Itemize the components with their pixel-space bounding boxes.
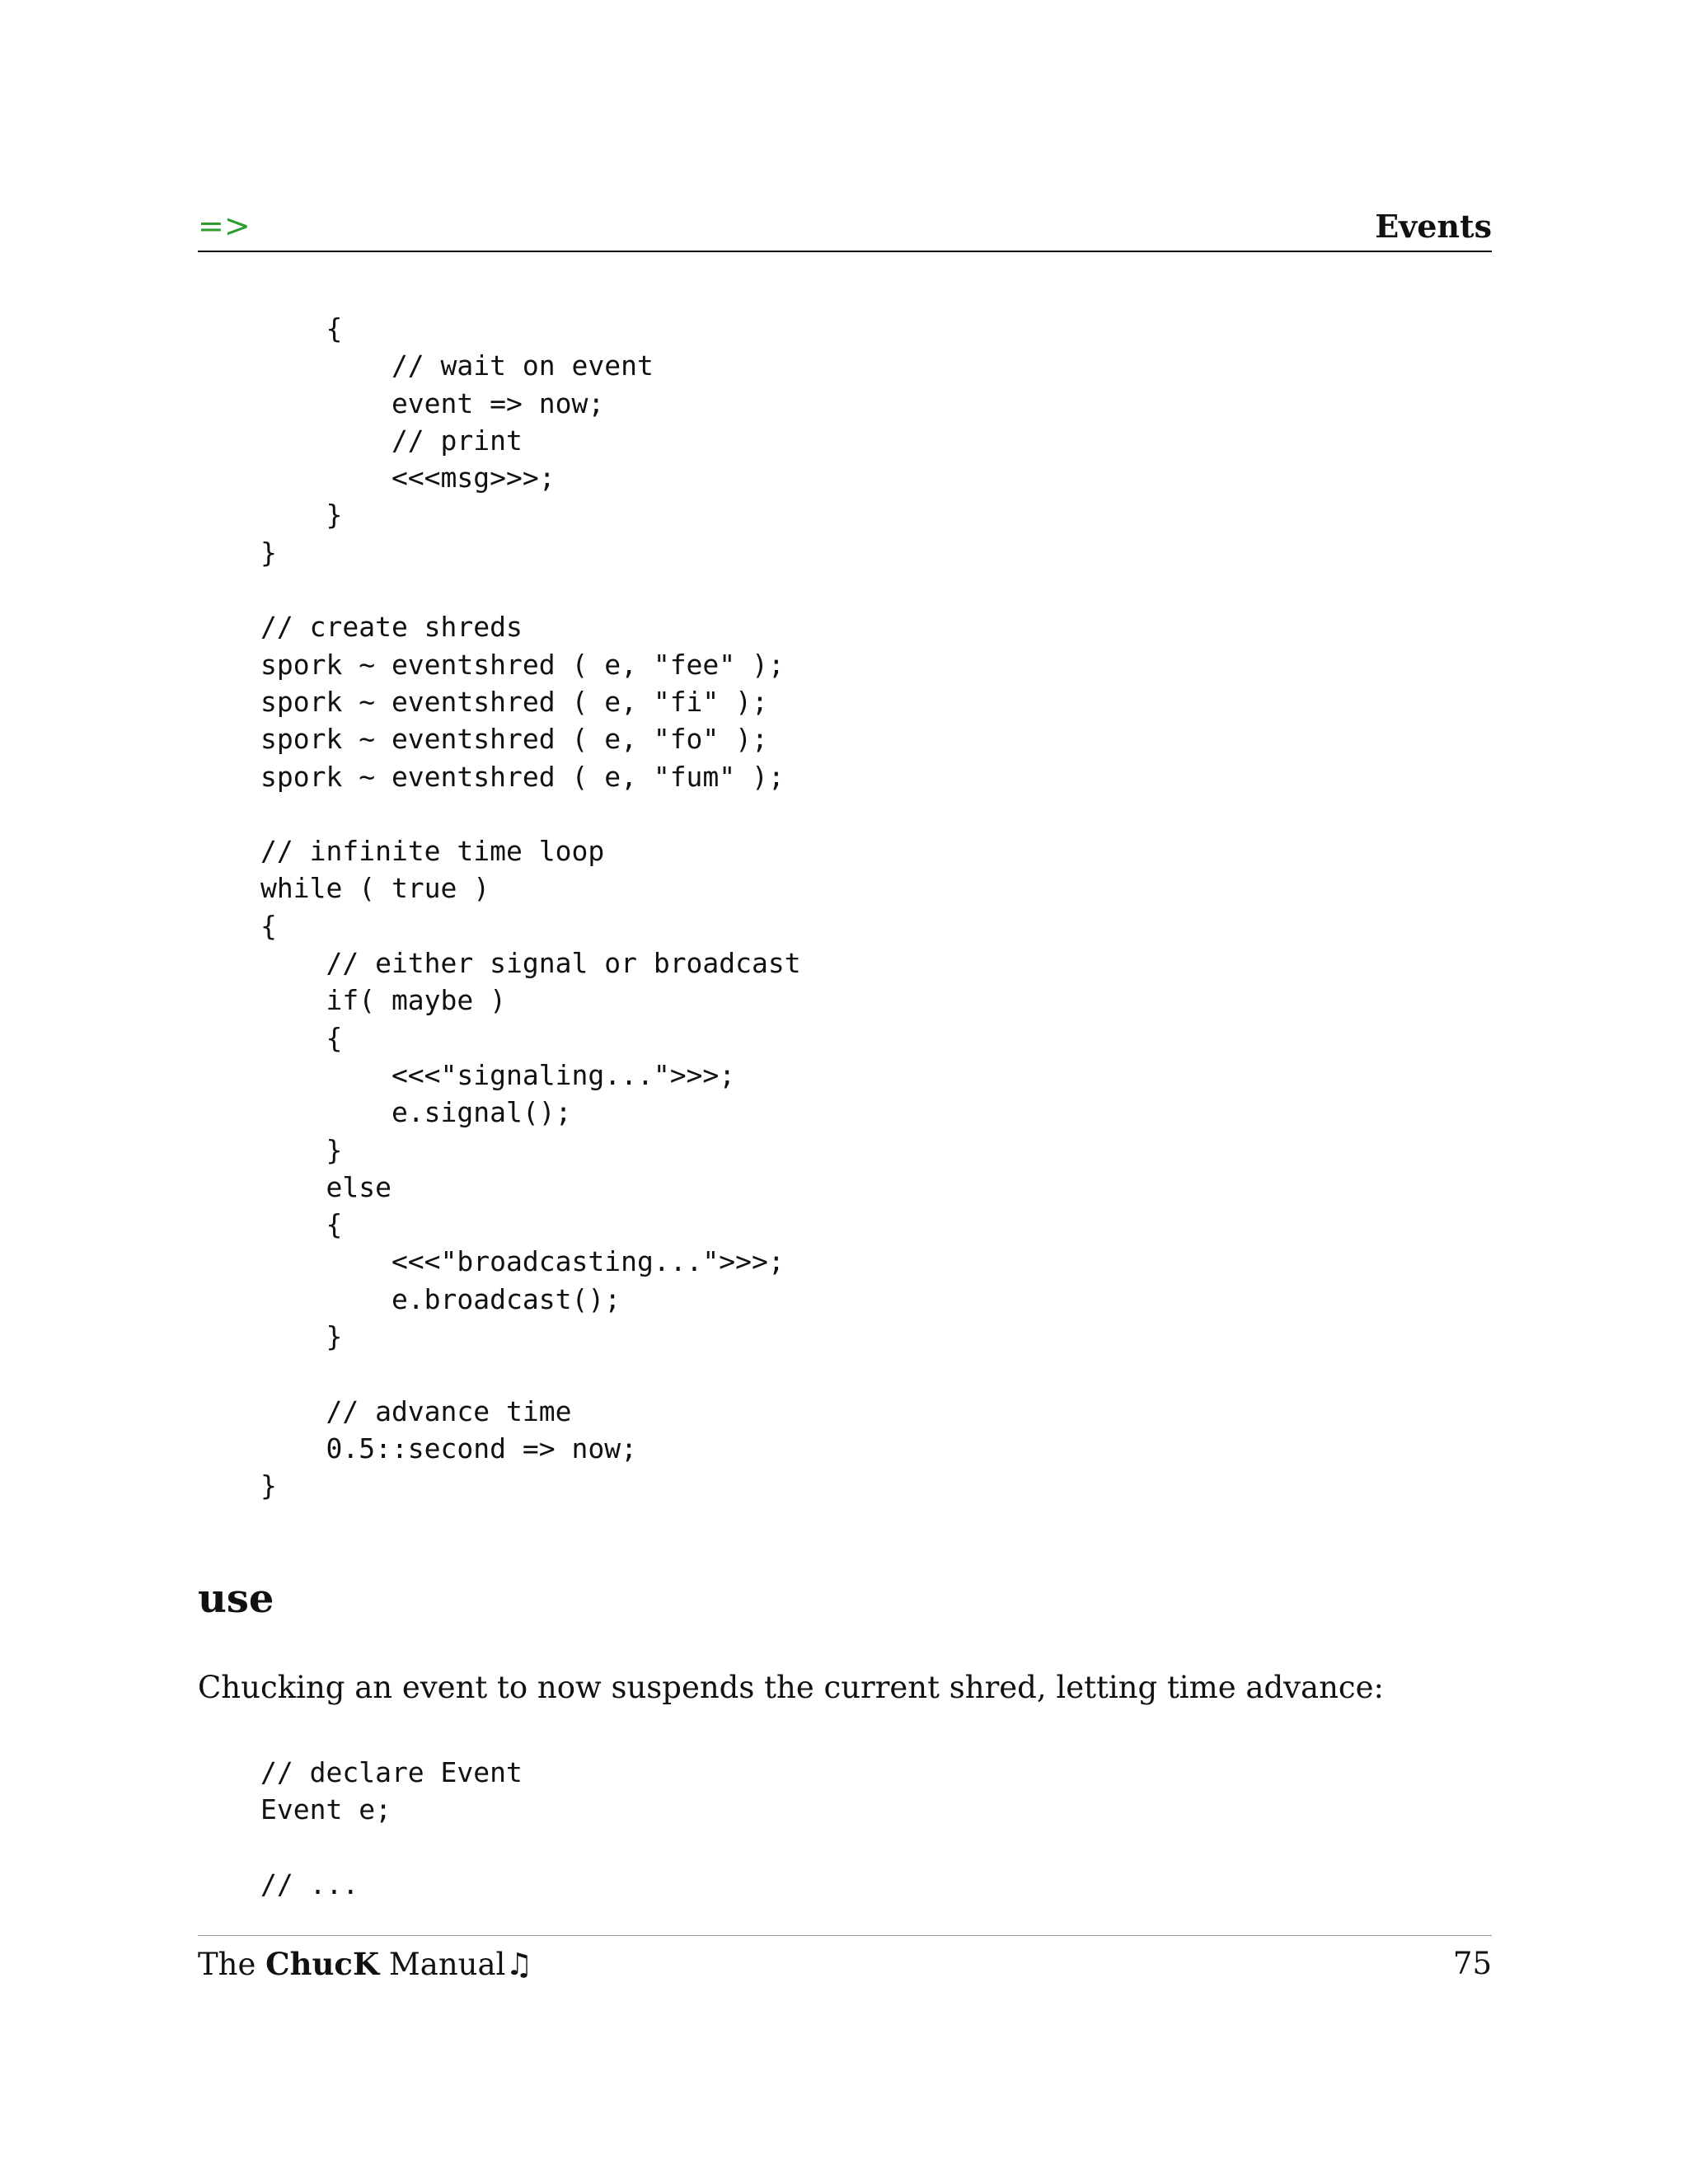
footer-title-bold: ChucK [265,1946,380,1982]
code-line: } [260,1469,277,1502]
code-line: e.broadcast(); [260,1282,621,1315]
code-line [260,1829,523,1866]
page-number: 75 [1452,1946,1492,1981]
page-footer [198,1935,1492,1994]
code-line: { [260,1021,343,1054]
code-line: spork ~ eventshred ( e, "fi" ); [260,685,768,718]
code-line: // ... [260,1868,359,1900]
code-line [260,795,801,832]
code-line: <<<msg>>>; [260,462,556,494]
code-line: <<<"broadcasting...">>>; [260,1245,785,1278]
header-section-title: Events [1375,208,1492,245]
footer-manual-title [198,1946,533,1982]
code-line: } [260,1320,343,1353]
code-line: 0.5::second => now; [260,1432,637,1465]
footer-prefix: The [198,1947,256,1982]
section-heading-use: use [198,1576,274,1622]
footer-suffix: Manual♫ [388,1947,533,1982]
code-line: // wait on event [260,349,654,382]
code-line: // either signal or broadcast [260,947,801,980]
code-block-events-example [260,310,801,1505]
code-line: { [260,312,343,344]
code-line: e.signal(); [260,1096,572,1129]
code-line: else [260,1170,392,1203]
code-line: while ( true ) [260,872,490,905]
code-line: <<<"signaling...">>>; [260,1058,736,1091]
code-line: if( maybe ) [260,984,507,1017]
code-block-use-example [260,1754,523,1903]
code-line: // create shreds [260,611,523,644]
code-line: } [260,499,343,532]
code-line: // infinite time loop [260,835,605,868]
header-chuck-operator: => [198,208,251,244]
code-line: event => now; [260,387,605,419]
code-line: { [260,909,277,942]
section-paragraph: Chucking an event to now suspends the current shred, letting time advance: [198,1670,1385,1705]
code-line [260,1355,801,1392]
code-line: } [260,536,277,569]
code-line: spork ~ eventshred ( e, "fee" ); [260,648,785,681]
code-line [260,571,801,608]
code-line: { [260,1208,343,1241]
code-line: spork ~ eventshred ( e, "fo" ); [260,723,768,756]
code-line: Event e; [260,1793,392,1826]
code-line: } [260,1133,343,1166]
code-line: spork ~ eventshred ( e, "fum" ); [260,760,785,793]
code-line: // print [260,424,523,457]
code-line: // advance time [260,1394,572,1427]
code-line: // declare Event [260,1756,523,1788]
page-header [198,204,1492,252]
